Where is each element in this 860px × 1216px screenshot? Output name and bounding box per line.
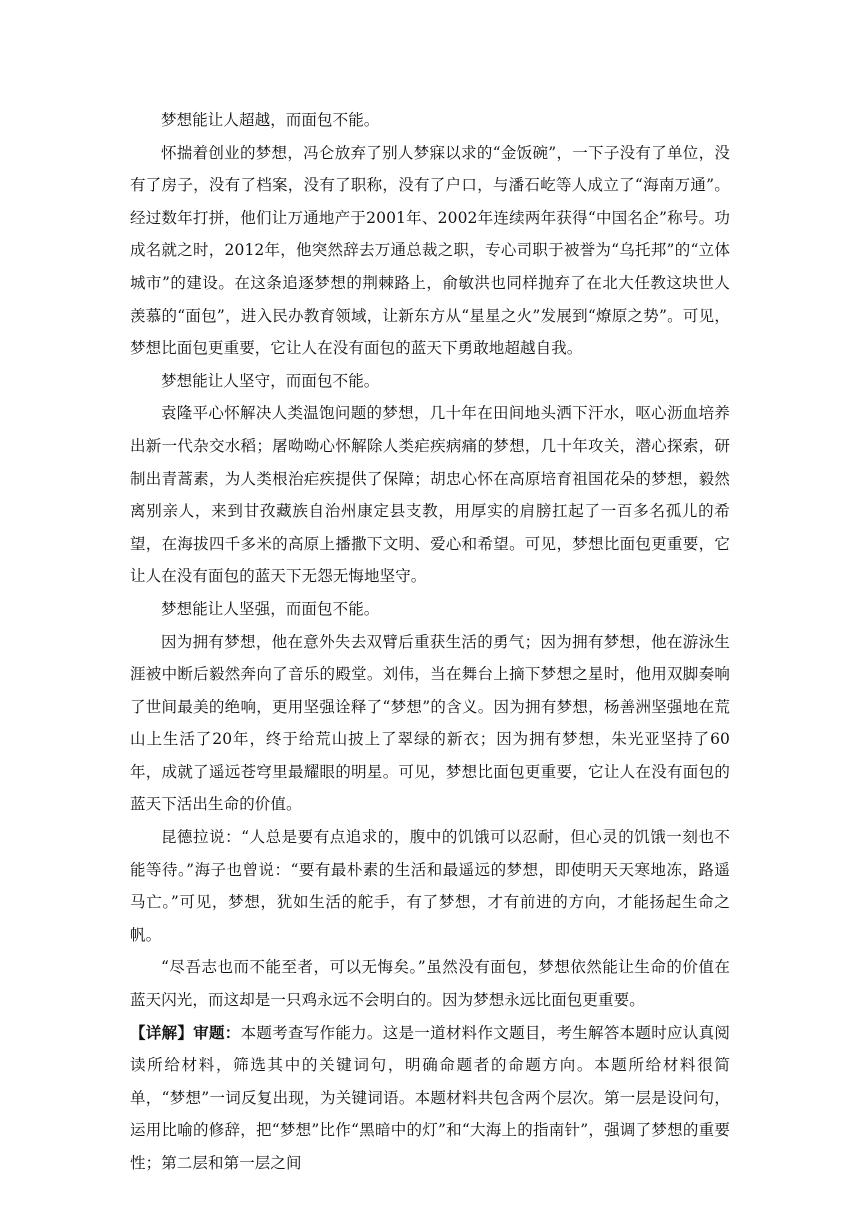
paragraph-feng-lun: 怀揣着创业的梦想，冯仑放弃了别人梦寐以求的“金饭碗”，一下子没有了单位，没有了房子，没有了档案，没有了职称，没有了户口，与潘石屹等人成立了“海南万通”。经过数年打拼，他们让万通地产于2001年、2002年连续两年获得“中国名企”称号。功成名就之时，2012年，他突然辞去万通总裁之职，专心司职于被誉为“乌托邦”的“立体城市”的建设。在这条追逐梦想的荆棘路上，俞敏洪也同样抛弃了在北大任教这块世人羡慕的“面包”，进入民办教育领域，让新东方从“星星之火”发展到“燎原之势”。可见，梦想比面包更重要，它让人在没有面包的蓝天下勇敢地超越自我。	[130, 143, 730, 358]
section-heading-surpass: 梦想能让人超越，而面包不能。	[161, 111, 380, 129]
paragraph-liu-wei: 因为拥有梦想，他在意外失去双臂后重获生活的勇气；因为拥有梦想，他在游泳生涯被中断后毅然奔向了音乐的殿堂。刘伟，当在舞台上摘下梦想之星时，他用双脚奏响了世间最美的绝响，更用坚强诠释了“梦想”的含义。因为拥有梦想，杨善洲坚强地在荒山上生活了20年，终于给荒山披上了翠绿的新衣；因为拥有梦想，朱光亚坚持了60年，成就了遥远苍穹里最耀眼的明星。可见，梦想比面包更重要，它让人在没有面包的蓝天下活出生命的价值。	[130, 632, 730, 814]
essay-body	[130, 104, 730, 1180]
paragraph-yuan-longping: 袁隆平心怀解决人类温饱问题的梦想，几十年在田间地头洒下汗水，呕心沥血培养出新一代杂交水稻；屠呦呦心怀解除人类疟疾病痛的梦想，几十年攻关，潜心探索，研制出青蒿素，为人类根治疟疾提供了保障；胡忠心怀在高原培育祖国花朵的梦想，毅然离别亲人，来到甘孜藏族自治州康定县支教，用厚实的肩膀扛起了一百多名孤儿的希望，在海拔四千多米的高原上播撒下文明、爱心和希望。可见，梦想比面包更重要，它让人在没有面包的蓝天下无怨无悔地坚守。	[130, 404, 730, 586]
paragraph-kundera: 昆德拉说：“人总是要有点追求的，腹中的饥饿可以忍耐，但心灵的饥饿一刻也不能等待。”海子也曾说：“要有最朴素的生活和最遥远的梦想，即使明天天寒地冻，路遥马亡。”可见，梦想，犹如生活的舵手，有了梦想，才有前进的方向，才能扬起生命之帆。	[130, 828, 730, 944]
analysis-label: 【详解】审题：	[130, 1022, 241, 1042]
analysis-paragraph	[130, 1017, 730, 1180]
section-heading-strong: 梦想能让人坚强，而面包不能。	[161, 599, 380, 618]
section-heading-persist: 梦想能让人坚守，而面包不能。	[161, 371, 380, 390]
paragraph-conclusion: “尽吾志也而不能至者，可以无悔矣。”虽然没有面包，梦想依然能让生命的价值在蓝天闪光，而这却是一只鸡永远不会明白的。因为梦想永远比面包更重要。	[130, 958, 730, 1010]
analysis-text: 本题考查写作能力。这是一道材料作文题目，考生解答本题时应认真阅读所给材料，筛选其中的关键词句，明确命题者的命题方向。本题所给材料很简单，“梦想”一词反复出现，为关键词语。本题材料共包含两个层次。第一层是设问句，运用比喻的修辞，把“梦想”比作“黑暗中的灯”和“大海上的指南针”，强调了梦想的重要性；第二层和第一层之间	[130, 1023, 730, 1172]
